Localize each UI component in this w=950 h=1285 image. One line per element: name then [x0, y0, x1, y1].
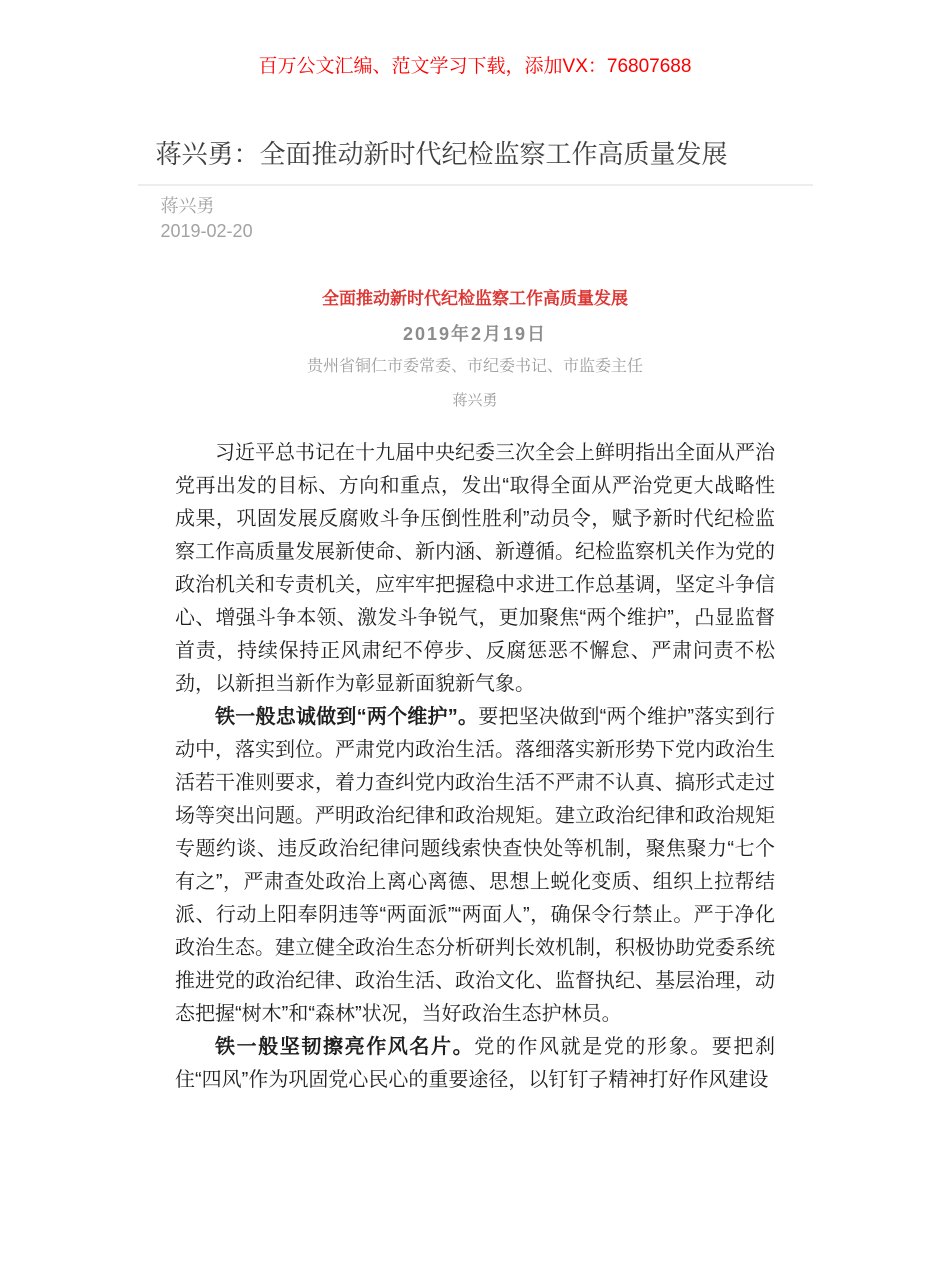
paragraph-lead: 铁一般忠诚做到“两个维护”。	[215, 706, 479, 728]
article-byline-title: 贵州省铜仁市委常委、市纪委书记、市监委主任	[306, 358, 643, 375]
publish-date: 2019-02-20	[160, 221, 253, 241]
article-meta	[138, 194, 813, 244]
paragraph-text: 要把坚决做到“两个维护”落实到行动中，落实到位。严肃党内政治生活。落细落实新形势下党内政治生活若干准则要求，着力查纠党内政治生活不严肃不认真、搞形式走过场等突出问题。严明政治纪律和政治规矩。建立政治纪律和政治规矩专题约谈、违反政治纪律问题线索快查快处等机制，聚焦聚力“七个有之”，严肃查处政治上离心离德、思想上蜕化变质、组织上拉帮结派、行动上阳奉阴违等“两面派”“两面人”，确保令行禁止。严于净化政治生态。建立健全政治生态分析研判长效机制，积极协助党委系统推进党的政治纪律、政治生活、政治文化、监督执纪、基层治理，动态把握“树木”和“森林”状况，当好政治生态护林员。	[175, 706, 776, 1025]
paragraph-text: 党的作风就是党的形象。要把刹住“四风”作为巩固党心民心的重要途径，以钉钉子精神打好作风建设	[175, 1036, 776, 1091]
paragraph	[175, 437, 775, 701]
author-name: 蒋兴勇	[160, 196, 215, 216]
article-body	[175, 288, 775, 1097]
article-byline-name: 蒋兴勇	[452, 392, 498, 409]
paragraph	[175, 701, 775, 1031]
page-title: 蒋兴勇：全面推动新时代纪检监察工作高质量发展	[155, 139, 728, 169]
document-page	[0, 55, 950, 1097]
article-header	[138, 137, 813, 244]
promo-banner: 百万公文汇编、范文学习下载，添加VX：76807688	[258, 56, 692, 77]
article-date-line: 2019年2月19日	[402, 324, 548, 344]
paragraph-lead: 铁一般坚韧擦亮作风名片。	[215, 1036, 475, 1058]
header-divider	[138, 184, 813, 186]
paragraph	[175, 1031, 775, 1097]
article-heading: 全面推动新时代纪检监察工作高质量发展	[322, 289, 628, 308]
paragraph-text: 习近平总书记在十九届中央纪委三次全会上鲜明指出全面从严治党再出发的目标、方向和重点，发出“取得全面从严治党更大战略性成果，巩固发展反腐败斗争压倒性胜利”动员令，赋予新时代纪检监察工作高质量发展新使命、新内涵、新遵循。纪检监察机关作为党的政治机关和专责机关，应牢牢把握稳中求进工作总基调，坚定斗争信心、增强斗争本领、激发斗争锐气，更加聚焦“两个维护”，凸显监督首责，持续保持正风肃纪不停步、反腐惩恶不懈怠、严肃问责不松劲，以新担当新作为彰显新面貌新气象。	[175, 442, 775, 695]
